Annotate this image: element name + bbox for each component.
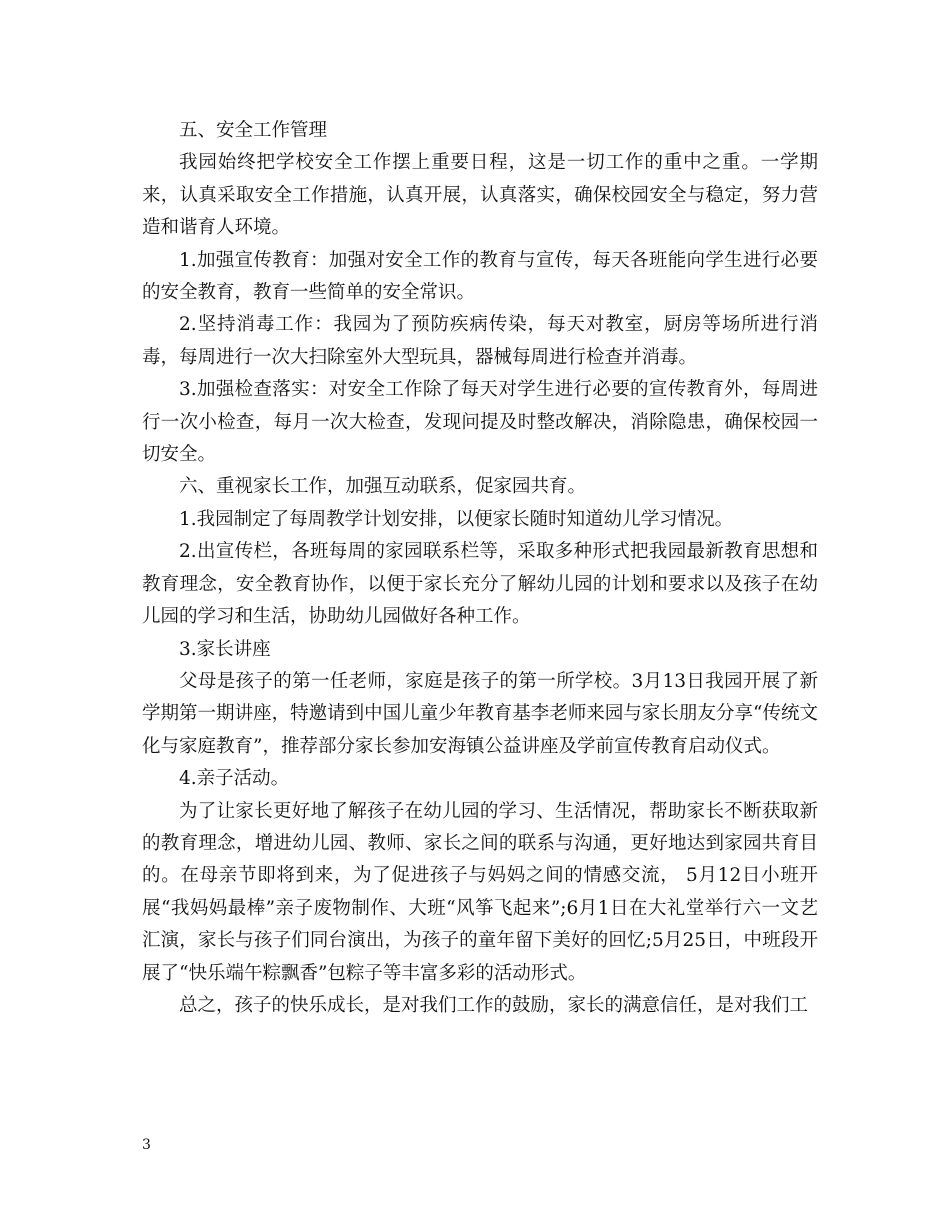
paragraph-inspection: 3.加强检查落实：对安全工作除了每天对学生进行必要的宣传教育外，每周进行一次小检查，每月一次大检查，发现问提及时整改解决，消除隐患，确保校园一切安全。: [142, 379, 818, 466]
subheading-parent-lecture: 3.家长讲座: [179, 638, 271, 660]
document-body: [142, 115, 818, 1022]
paragraph-bulletin-board: 2.出宣传栏，各班每周的家园联系栏等，采取多种形式把我园最新教育思想和教育理念，安全教育协作，以便于家长充分了解幼儿园的计划和要求以及孩子在幼儿园的学习和生活，协助幼儿园做好各种工作。: [142, 541, 818, 628]
paragraph-disinfection: 2.坚持消毒工作：我园为了预防疾病传染，每天对教室，厨房等场所进行消毒，每周进行一次大扫除室外大型玩具，器械每周进行检查并消毒。: [142, 314, 818, 368]
section-heading-parents: 六、重视家长工作，加强互动联系，促家园共育。: [179, 476, 587, 498]
paragraph-publicity-education: 1.加强宣传教育：加强对安全工作的教育与宣传，每天各班能向学生进行必要的安全教育，教育一些简单的安全常识。: [142, 249, 818, 304]
paragraph-conclusion: 总之，孩子的快乐成长，是对我们工作的鼓励，家长的满意信任，是对我们工: [179, 994, 809, 1016]
paragraph-parent-child-activities: 为了让家长更好地了解孩子在幼儿园的学习、生活情况，帮助家长不断获取新的教育理念，增进幼儿园、教师、家长之间的联系与沟通，更好地达到家园共育目的。在母亲节即将到来，为了促进孩子与妈妈之间的情感交流， 5月12日小班开展“我妈妈最棒”亲子废物制作、大班“风筝飞起来”;6月1日在大礼堂举行六一文艺汇演，家长与孩子们同台演出，为孩子的童年留下美好的回忆;5月25日，中班段开展了“快乐端午粽飘香”包粽子等丰富多彩的活动形式。: [142, 800, 818, 984]
subheading-parent-child-activities: 4.亲子活动。: [179, 768, 290, 790]
paragraph-weekly-plan: 1.我园制定了每周教学计划安排，以便家长随时知道幼儿学习情况。: [179, 508, 734, 530]
page-number: 3: [142, 1137, 151, 1153]
paragraph-safety-intro: 我园始终把学校安全工作摆上重要日程，这是一切工作的重中之重。一学期来，认真采取安全工作措施，认真开展，认真落实，确保校园安全与稳定，努力营造和谐育人环境。: [142, 152, 818, 239]
paragraph-parent-lecture: 父母是孩子的第一任老师，家庭是孩子的第一所学校。3月13日我园开展了新学期第一期讲座，特邀请到中国儿童少年教育基李老师来园与家长朋友分享“传统文化与家庭教育”，推荐部分家长参加安海镇公益讲座及学前宣传教育启动仪式。: [142, 670, 818, 757]
section-heading-safety: 五、安全工作管理: [179, 120, 328, 141]
